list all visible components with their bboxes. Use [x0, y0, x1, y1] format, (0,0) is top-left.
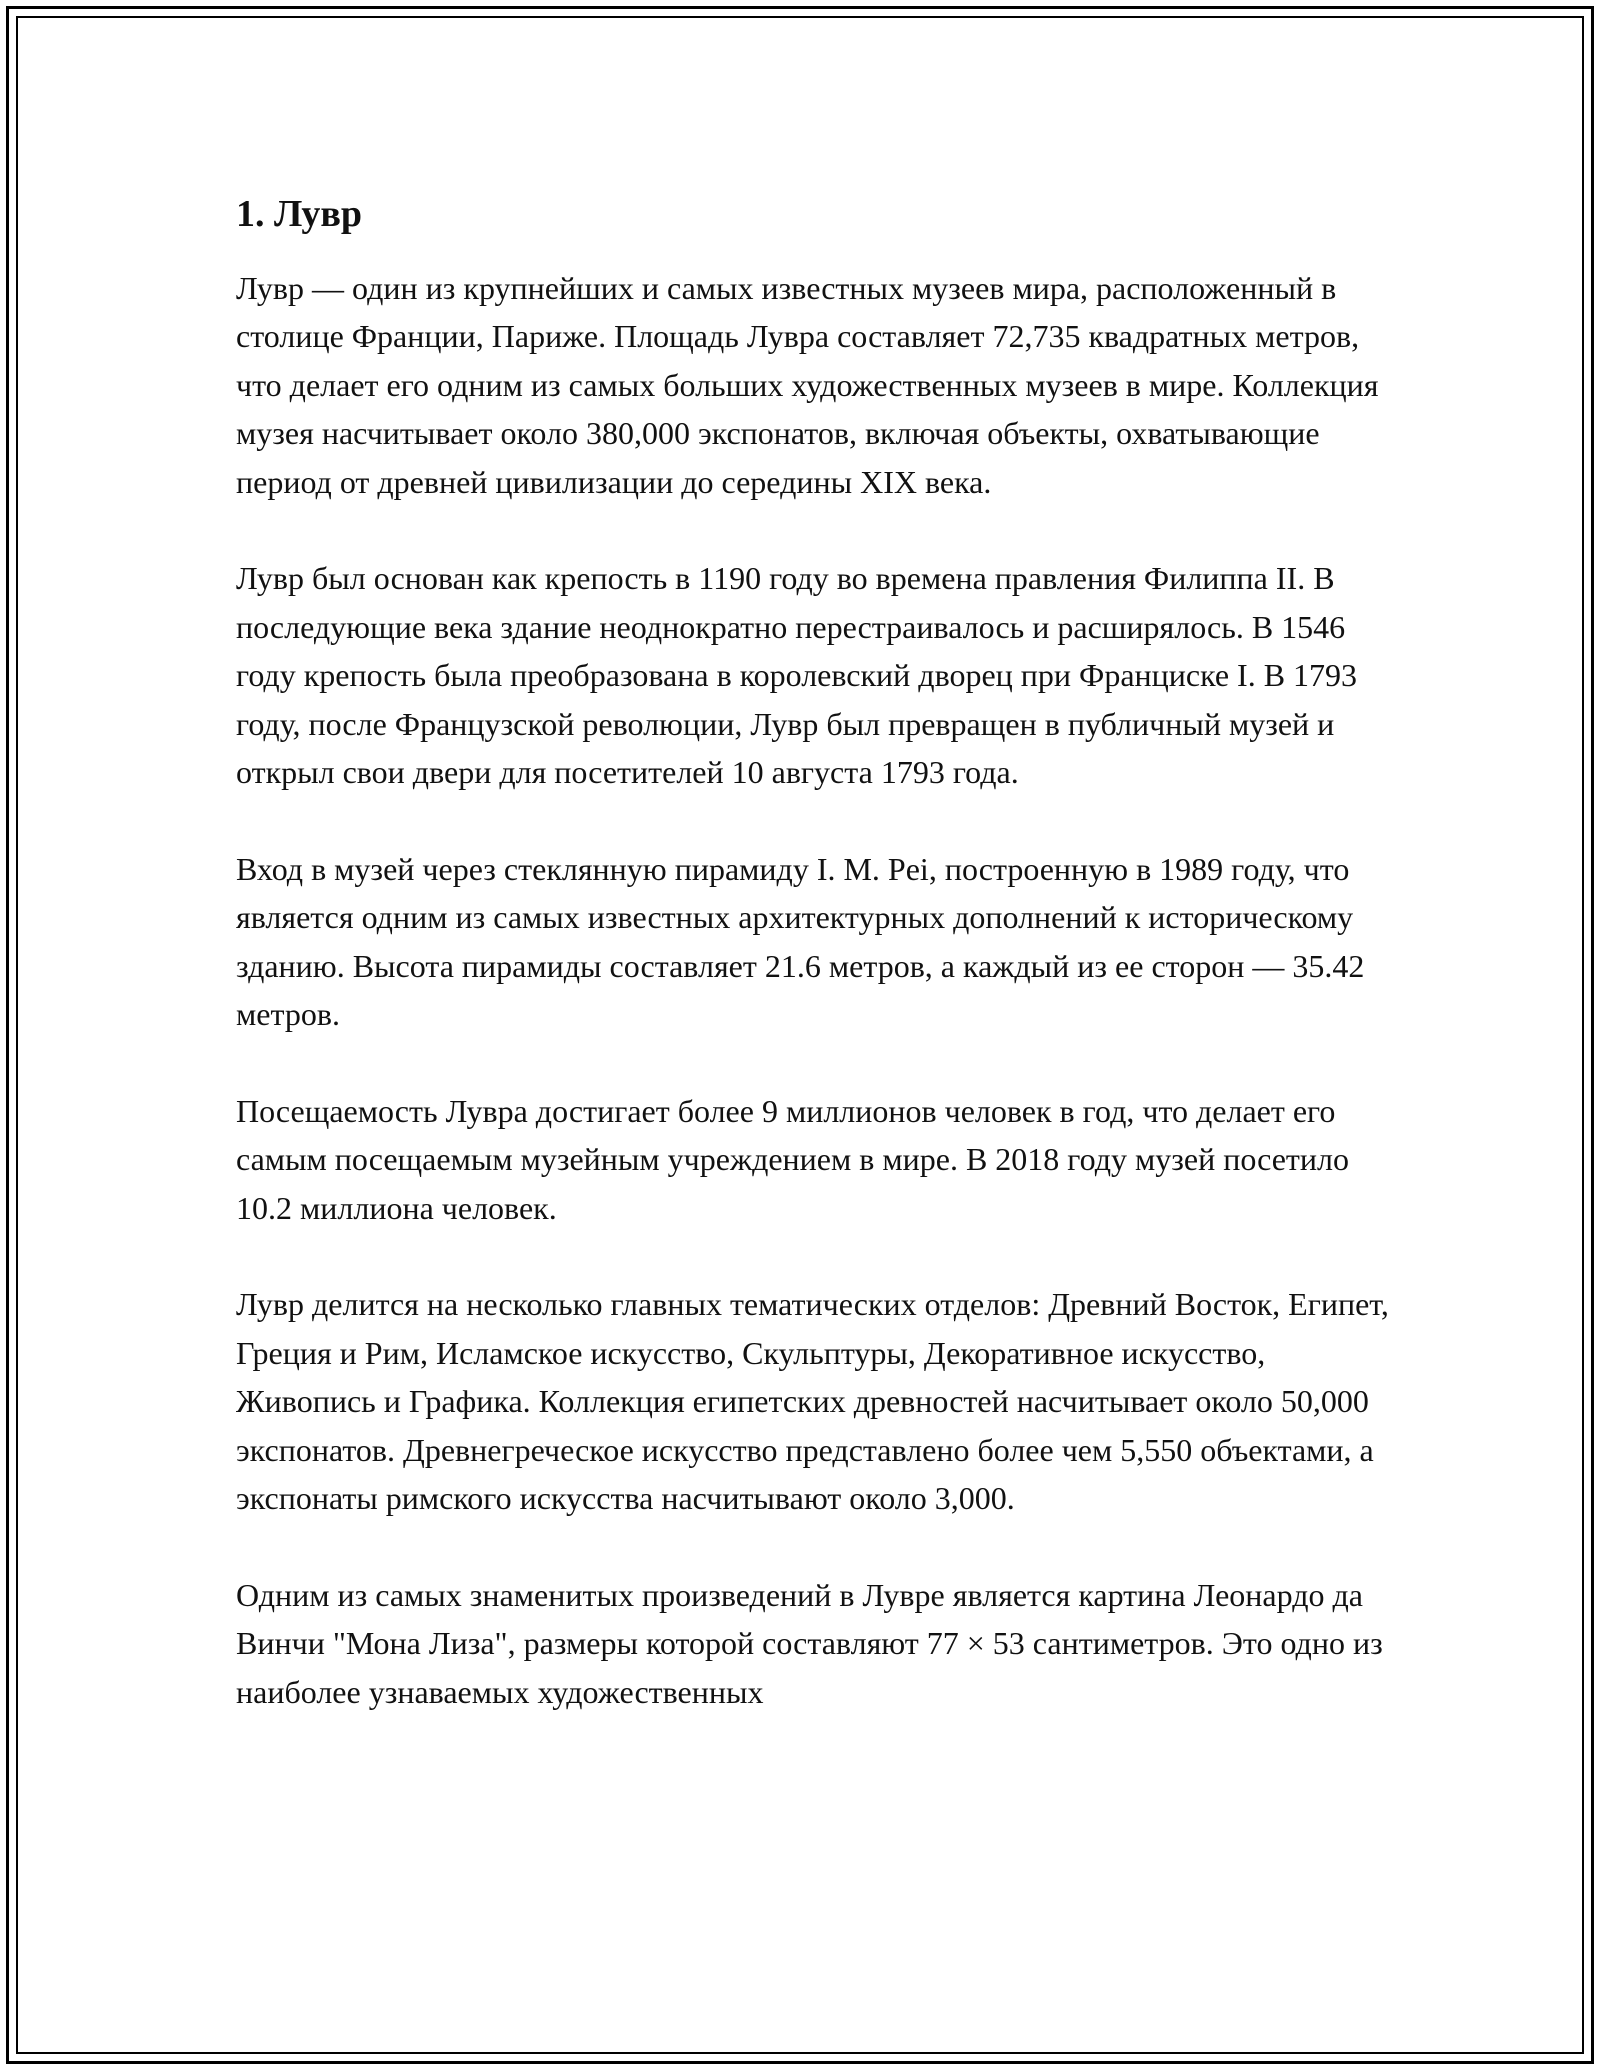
- section-heading: 1. Лувр: [236, 193, 363, 235]
- paragraph-departments: Лувр делится на несколько главных тематических отделов: Древний Восток, Египет, Греция и Рим, Исламское искусство, Скульптуры, Декоративное искусство, Живопись и Графика. Коллекция египетских древностей насчитывает около 50,000 экспонатов. Древнегреческое искусство представлено более чем 5,550 объектами, а экспонаты римского искусства насчитывают около 3,000.: [236, 1286, 1389, 1517]
- document-body: [236, 180, 1396, 1764]
- paragraph-intro: Лувр — один из крупнейших и самых известных музеев мира, расположенный в столице Франции, Париже. Площадь Лувра составляет 72,735 квадратных метров, что делает его одним из самых больших художественных музеев в мире. Коллекция музея насчитывает около 380,000 экспонатов, включая объекты, охватывающие период от древней цивилизации до середины XIX века.: [236, 269, 1379, 500]
- paragraph-mona-lisa: Одним из самых знаменитых произведений в Лувре является картина Леонардо да Винчи "Мона Лиза", размеры которой составляют 77 × 53 сантиметров. Это одно из наиболее узнаваемых художественных: [236, 1576, 1383, 1710]
- paragraph-attendance: Посещаемость Лувра достигает более 9 миллионов человек в год, что делает его самым посещаемым музейным учреждением в мире. В 2018 году музей посетило 10.2 миллиона человек.: [236, 1092, 1349, 1226]
- paragraph-history: Лувр был основан как крепость в 1190 году во времена правления Филиппа II. В последующие века здание неоднократно перестраивалось и расширялось. В 1546 году крепость была преобразована в королевский дворец при Франциске I. В 1793 году, после Французской революции, Лувр был превращен в публичный музей и открыл свои двери для посетителей 10 августа 1793 года.: [236, 560, 1358, 791]
- paragraph-pyramid: Вход в музей через стеклянную пирамиду I. M. Pei, построенную в 1989 году, что является одним из самых известных архитектурных дополнений к историческому зданию. Высота пирамиды составляет 21.6 метров, а каждый из ее сторон — 35.42 метров.: [236, 850, 1365, 1033]
